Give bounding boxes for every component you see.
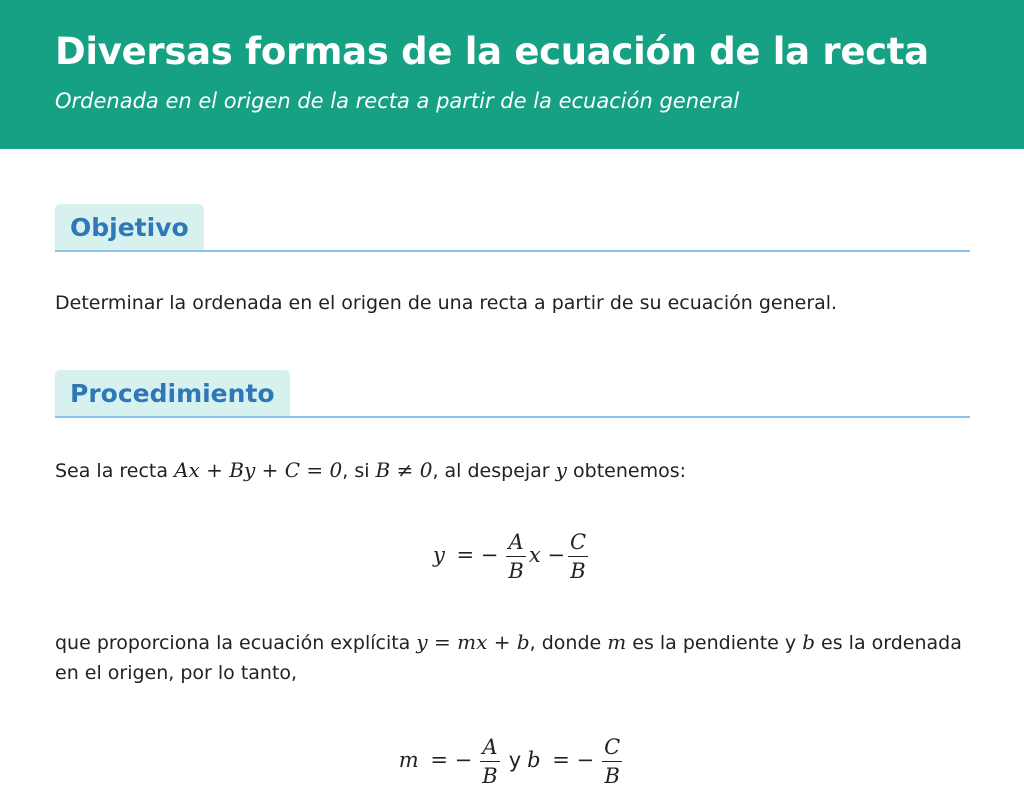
procedure-heading: Procedimiento: [55, 370, 290, 416]
slope-intercept-display: [0, 733, 1024, 790]
eq1-equals-minus: = −: [456, 543, 499, 567]
explain-text-2: , donde: [529, 632, 608, 654]
eq2-equals-minus-2: = −: [552, 748, 595, 772]
fraction-denominator: B: [508, 559, 524, 583]
eq2-equals-minus-1: = −: [430, 748, 473, 772]
variable-y: y: [555, 458, 567, 482]
condition-expression: B ≠ 0: [375, 458, 433, 482]
eq1-mid-term: x −: [528, 543, 565, 567]
solved-equation-display: [0, 528, 1024, 585]
eq2-lhs-m: m: [398, 748, 419, 772]
conjunction-y: y: [508, 748, 522, 772]
explain-text-1: que proporciona la ecuación explícita: [55, 632, 417, 654]
intro-text-4: obtenemos:: [566, 460, 686, 482]
fraction-a-over-b: [506, 528, 525, 585]
objective-text: Determinar la ordenada en el origen de una recta a partir de su ecuación general.: [55, 292, 838, 314]
intro-text-3: , al despejar: [432, 460, 556, 482]
procedure-explanation: [55, 627, 975, 688]
intercept-symbol: b: [802, 630, 816, 654]
fraction-denominator: B: [570, 559, 586, 583]
fraction-a-over-b: [480, 733, 499, 790]
page-subtitle: Ordenada en el origen de la recta a partir de la ecuación general: [55, 89, 740, 113]
eq2-lhs-b: b: [527, 748, 541, 772]
slope-symbol: m: [607, 630, 627, 654]
objective-section-header: [55, 204, 970, 252]
fraction-numerator: C: [602, 733, 622, 762]
fraction-numerator: A: [506, 528, 525, 557]
page-title: Diversas formas de la ecuación de la recta: [55, 30, 929, 73]
fraction-numerator: A: [480, 733, 499, 762]
eq1-lhs: y: [432, 543, 445, 567]
fraction-c-over-b: [568, 528, 588, 585]
procedure-intro: [55, 455, 975, 486]
general-equation: Ax + By + C = 0: [174, 458, 343, 482]
procedure-section-header: [55, 370, 970, 418]
page-header: [0, 0, 1024, 149]
fraction-denominator: B: [482, 764, 498, 788]
explain-text-4: es la ordenada en el origen, por lo tanto,: [55, 632, 962, 684]
fraction-numerator: C: [568, 528, 588, 557]
explain-text-3: es la pendiente y: [626, 632, 803, 654]
intro-text-1: Sea la recta: [55, 460, 175, 482]
explicit-equation: y = mx + b: [416, 630, 530, 654]
objective-heading: Objetivo: [55, 204, 204, 250]
intro-text-2: , si: [342, 460, 376, 482]
fraction-denominator: B: [604, 764, 620, 788]
fraction-c-over-b: [602, 733, 622, 790]
